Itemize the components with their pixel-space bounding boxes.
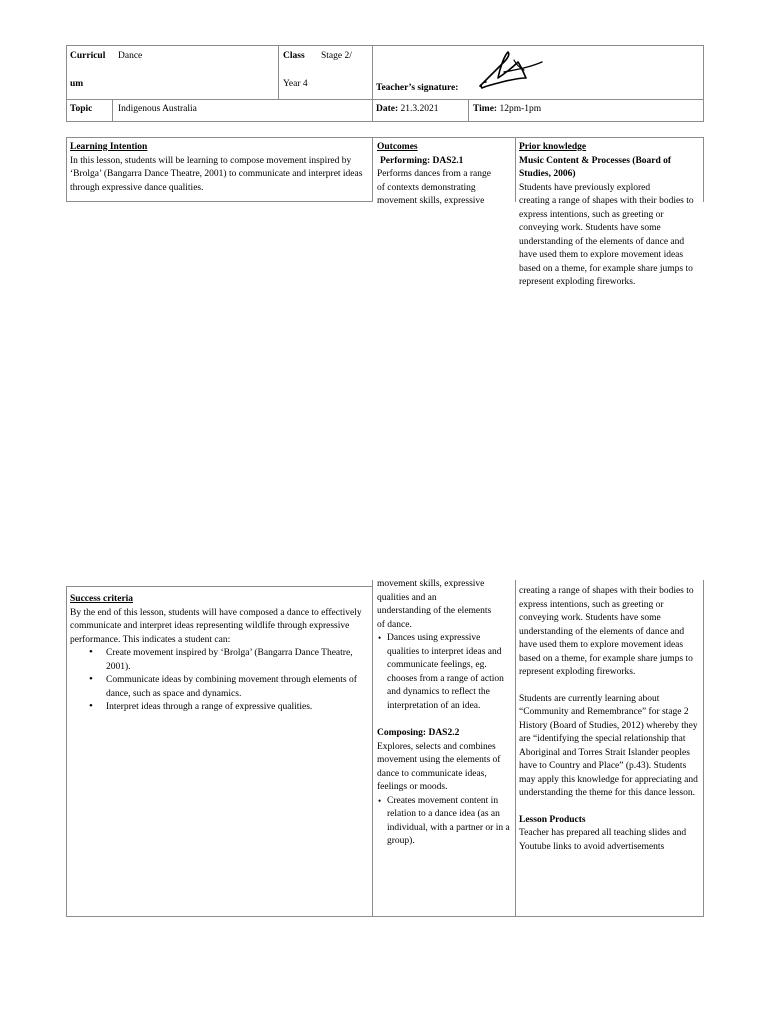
success-criteria-list (70, 647, 370, 715)
header-divider (278, 45, 279, 100)
class-label: Class (283, 51, 305, 61)
date-label: Date: (376, 104, 399, 114)
header-divider (372, 45, 373, 122)
prior-knowledge-text-cut: creating a range of shapes with their bodies to express intentions, such as greeting or conveying work. Students have some understanding of the elements of dance and have used them to explore movement ideas based on a theme, for example share jumps to represent exploding fireworks. (519, 196, 694, 287)
table-divider (515, 137, 516, 202)
performing-list (377, 632, 513, 713)
performing-heading: Performing: DAS2.1 (380, 155, 464, 166)
header-divider (66, 99, 704, 100)
list-item: • Dances using expressive qualities to interpret ideas and communicate feelings, eg. chooses from a range of action and dynamics to reflect the interpretation of an idea. (387, 632, 513, 713)
lesson-products-text: Teacher has prepared all teaching slides and Youtube links to avoid advertisements (519, 828, 687, 852)
table-divider (372, 580, 373, 917)
performing-text: of contexts demonstrating (377, 182, 476, 193)
table-divider (515, 580, 516, 917)
composing-list (377, 795, 513, 849)
learning-intention-text: In this lesson, students will be learning to compose movement inspired by ‘Brolga’ (Bangarra Dance Theatre, 2001) to communicate and interpret ideas through expressive dance qualities. (70, 155, 363, 193)
table-divider (66, 586, 373, 587)
teacher-signature-image (474, 48, 558, 92)
topic-value: Indigenous Australia (118, 104, 197, 114)
outcomes-heading: Outcomes (377, 142, 418, 152)
class-value-cont: Year 4 (283, 79, 308, 89)
header-divider (468, 100, 469, 122)
table-right-border (703, 580, 704, 917)
table-left-border (66, 586, 67, 917)
list-item: • Create movement inspired by ‘Brolga’ (Bangarra Dance Theatre, 2001). (106, 647, 370, 674)
list-item: • Communicate ideas by combining movement through elements of dance, such as space and dynamics. (106, 674, 370, 701)
list-item: • Interpret ideas through a range of expressive qualities. (106, 701, 370, 715)
table-divider (66, 201, 373, 202)
list-item: • Creates movement content in relation to a dance idea (as an individual, with a partner or in a group). (387, 795, 513, 849)
table-divider (372, 137, 373, 202)
header-divider (112, 100, 113, 122)
composing-heading: Composing: DAS2.2 (377, 728, 460, 738)
prior-knowledge-cell-top (519, 141, 703, 287)
teacher-signature-label: Teacher’s signature: (376, 83, 459, 93)
curriculum-label: Curricul (70, 51, 106, 61)
performing-text-cut: movement skills, expressive (377, 196, 485, 206)
date-value: 21.3.2021 (400, 104, 439, 114)
performing-text: Performs dances from a range (377, 169, 491, 179)
prior-knowledge-text: Students have previously explored (519, 182, 651, 193)
learning-intention-heading: Learning Intention (70, 142, 148, 152)
learning-intention-cell (70, 141, 372, 201)
composing-text: Explores, selects and combines movement using the elements of dance to communicate ideas, feelings or moods. (377, 741, 501, 792)
table-right-border (703, 137, 704, 202)
curriculum-label-cont: um (70, 79, 84, 89)
prior-knowledge-text: creating a range of shapes with their bodies to express intentions, such as greeting or conveying work. Students have some understanding of the elements of dance and have used them to explore movement ideas based on a theme, for example share jumps to represent exploding fireworks. (519, 586, 694, 677)
class-value: Stage 2/ (321, 51, 352, 61)
success-criteria-heading: Success criteria (70, 594, 134, 604)
success-criteria-cell (70, 593, 370, 913)
performing-text: of dance. (377, 619, 412, 630)
success-criteria-intro: By the end of this lesson, students will have composed a dance to effectively communicate and interpret ideas representing wildlife through expressive performance. This indicates a student can: (70, 607, 362, 645)
table-top-border (66, 137, 704, 138)
performing-text: movement skills, expressive (377, 579, 485, 589)
prior-knowledge-history: Students are currently learning about “Community and Remembrance” for stage 2 History (Board of Studies, 2012) whereby they are “identifying the special relationship that Aboriginal and Torres Strait Islander peoples have to Country and Place” (p.43). Students may apply this knowledge for appreciating and understanding the theme for this dance lesson. (519, 693, 698, 798)
time-label: Time: (473, 104, 498, 114)
prior-knowledge-cell-bottom (519, 585, 701, 915)
performing-text: qualities and an (377, 592, 437, 603)
topic-label: Topic (70, 104, 93, 114)
performing-text: understanding of the elements (377, 606, 492, 616)
table-bottom-border (66, 916, 704, 917)
curriculum-value: Dance (118, 51, 143, 61)
prior-knowledge-subheading: Music Content & Processes (Board of Studies, 2006) (519, 155, 672, 179)
time-value: 12pm-1pm (499, 104, 542, 114)
outcomes-cell-bottom (377, 578, 513, 912)
table-left-border (66, 137, 67, 202)
outcomes-cell-top (377, 141, 513, 206)
prior-knowledge-heading: Prior knowledge (519, 142, 587, 152)
lesson-products-heading: Lesson Products (519, 814, 586, 825)
